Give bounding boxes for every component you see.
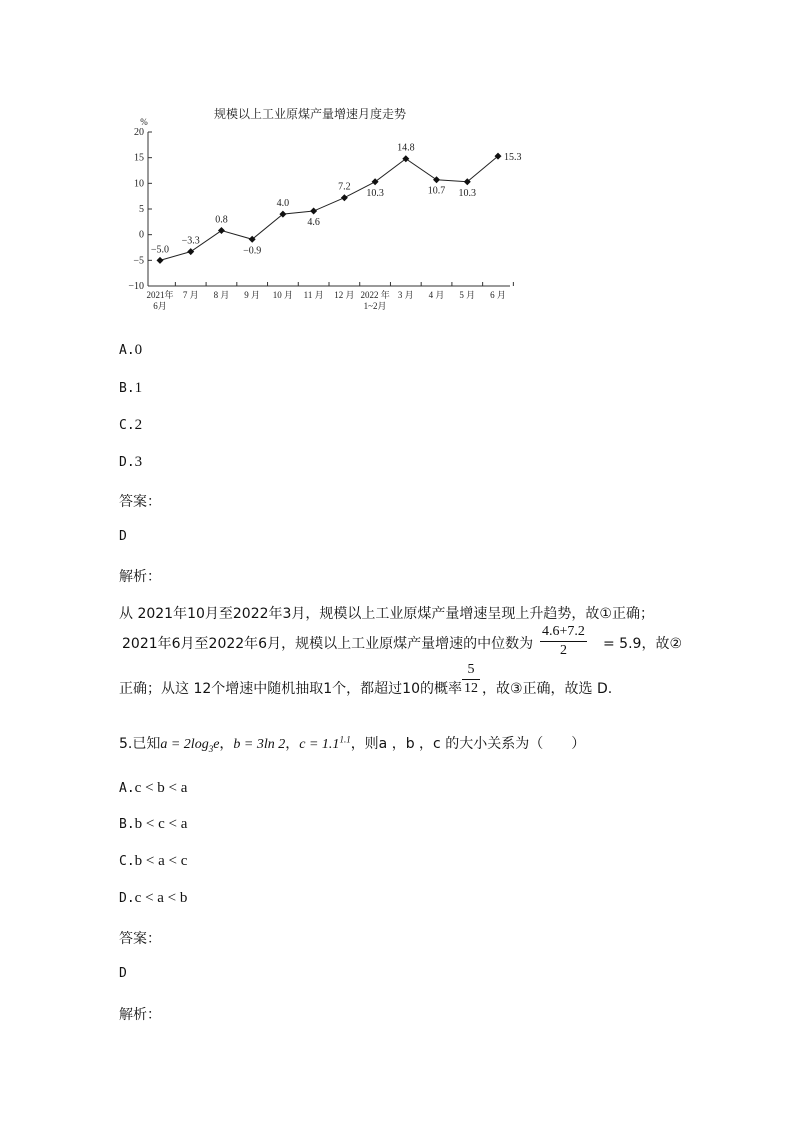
option-letter: A.	[119, 781, 135, 796]
option-value: 2	[134, 417, 143, 433]
expr-b: b = 3ln 2	[233, 737, 286, 752]
data-label: −3.3	[181, 235, 200, 247]
x-tick-label: 8 月	[213, 290, 230, 300]
option-letter: A.	[119, 343, 135, 358]
q5-suffix: ，则a ，b ，c 的大小关系为（ ）	[350, 736, 586, 752]
x-tick-label: 6 月	[490, 290, 506, 300]
option-value: 3	[134, 454, 143, 470]
option-value: b < a < c	[134, 853, 188, 869]
data-point	[218, 227, 225, 234]
q4-analysis-line-2	[122, 633, 533, 653]
y-tick-label: 10	[134, 178, 144, 190]
data-label: 4.0	[276, 198, 290, 210]
q4-option-b[interactable]	[119, 380, 142, 397]
expr-a: $a = 2\log_3e$	[160, 737, 220, 754]
probability-fraction	[462, 662, 480, 697]
q4-analysis-line-1: 从 2021年10月至2022年3月，规模以上工业原煤产量增速呈现上升趋势，故①正确；	[119, 606, 654, 622]
data-label: 10.3	[366, 187, 384, 199]
data-label: 4.6	[307, 217, 320, 229]
option-letter: C.	[119, 854, 135, 869]
q4-option-a[interactable]	[119, 342, 142, 359]
x-tick-label: 11 月	[303, 290, 324, 300]
data-label: 15.3	[504, 152, 522, 164]
q5-option-a[interactable]	[119, 780, 187, 797]
x-tick-label: 9 月	[244, 290, 261, 300]
q5-prefix: 5.已知	[119, 736, 161, 752]
data-label: −5.0	[150, 244, 170, 256]
q5-option-b[interactable]	[119, 816, 187, 833]
option-value: c < a < b	[134, 890, 188, 906]
option-letter: B.	[119, 381, 135, 396]
x-tick-label-line2: 1~2月	[363, 301, 387, 311]
x-tick-label: 2021年	[146, 290, 174, 300]
x-tick-label: 10 月	[272, 290, 294, 300]
line2-tail: = 5.9，故②	[603, 636, 682, 652]
q4-analysis-label: 解析：	[119, 569, 161, 585]
q4-answer: D	[119, 529, 127, 544]
q4-answer-label: 答案：	[119, 494, 161, 510]
data-point	[433, 176, 440, 183]
q4-analysis-line-3: 正确；从这 12个增速中随机抽取1个，都超过10的概率	[119, 681, 462, 697]
option-letter: D.	[119, 455, 135, 470]
fraction-numerator: 5	[467, 662, 475, 677]
series-line	[160, 156, 498, 260]
y-axis-unit: %	[140, 117, 148, 127]
q5-answer-label: 答案：	[119, 931, 161, 947]
y-tick-label: −5	[133, 255, 144, 267]
line3-tail: ，故③正确，故选 D.	[482, 681, 613, 697]
q5-option-d[interactable]	[119, 890, 187, 907]
data-label: 10.3	[458, 187, 477, 199]
y-tick-label: 20	[134, 127, 144, 138]
line2-text: 2021年6月至2022年6月，规模以上工业原煤产量增速的中位数为	[122, 636, 534, 652]
option-letter: B.	[119, 817, 135, 832]
x-tick-label: 3 月	[397, 290, 414, 300]
option-value: 0	[134, 342, 143, 358]
data-point	[187, 248, 194, 255]
data-label: 10.7	[427, 185, 446, 197]
y-tick-label: 15	[134, 152, 144, 164]
q5-option-c[interactable]	[119, 853, 187, 870]
chart-title: 规模以上工业原煤产量增速月度走势	[213, 107, 407, 121]
option-value: c < b < a	[134, 780, 188, 796]
q5-answer: D	[119, 966, 127, 981]
fraction-denominator: 12	[464, 681, 478, 696]
data-label: 14.8	[397, 142, 415, 154]
option-value: b < c < a	[134, 816, 188, 832]
fraction-denominator: 2	[559, 643, 567, 658]
q5-analysis-label: 解析：	[119, 1007, 161, 1023]
fraction-numerator: 4.6+7.2	[542, 624, 585, 639]
expr-c: $c = 1.1^{1.1}$	[299, 734, 351, 752]
data-point	[341, 194, 348, 201]
data-point	[310, 208, 317, 215]
x-tick-label-line2: 6月	[153, 301, 167, 311]
data-label: 0.8	[215, 214, 228, 226]
q5-stem: 5.已知$a = 2\log_3e$，b = 3ln 2，$c = 1.1^{1.1}$，则a ，b ，c 的大小关系为（ ）	[119, 734, 586, 754]
y-tick-label: 0	[139, 229, 144, 241]
x-tick-label: 4 月	[428, 290, 445, 300]
option-value: 1	[134, 380, 143, 396]
data-label: 7.2	[338, 181, 351, 193]
median-fraction	[540, 624, 587, 659]
x-tick-label: 5 月	[459, 290, 476, 300]
x-tick-label: 7 月	[182, 290, 199, 300]
option-letter: C.	[119, 418, 135, 433]
q4-option-c[interactable]	[119, 417, 142, 434]
option-letter: D.	[119, 891, 135, 906]
y-tick-label: 5	[139, 204, 144, 215]
q4-option-d[interactable]	[119, 454, 142, 471]
y-tick-label: −10	[128, 281, 144, 292]
data-label: −0.9	[243, 245, 262, 257]
x-tick-label: 2022 年	[360, 290, 390, 300]
growth-line-chart	[110, 100, 530, 320]
x-tick-label: 12 月	[334, 290, 355, 300]
data-point	[157, 257, 164, 264]
